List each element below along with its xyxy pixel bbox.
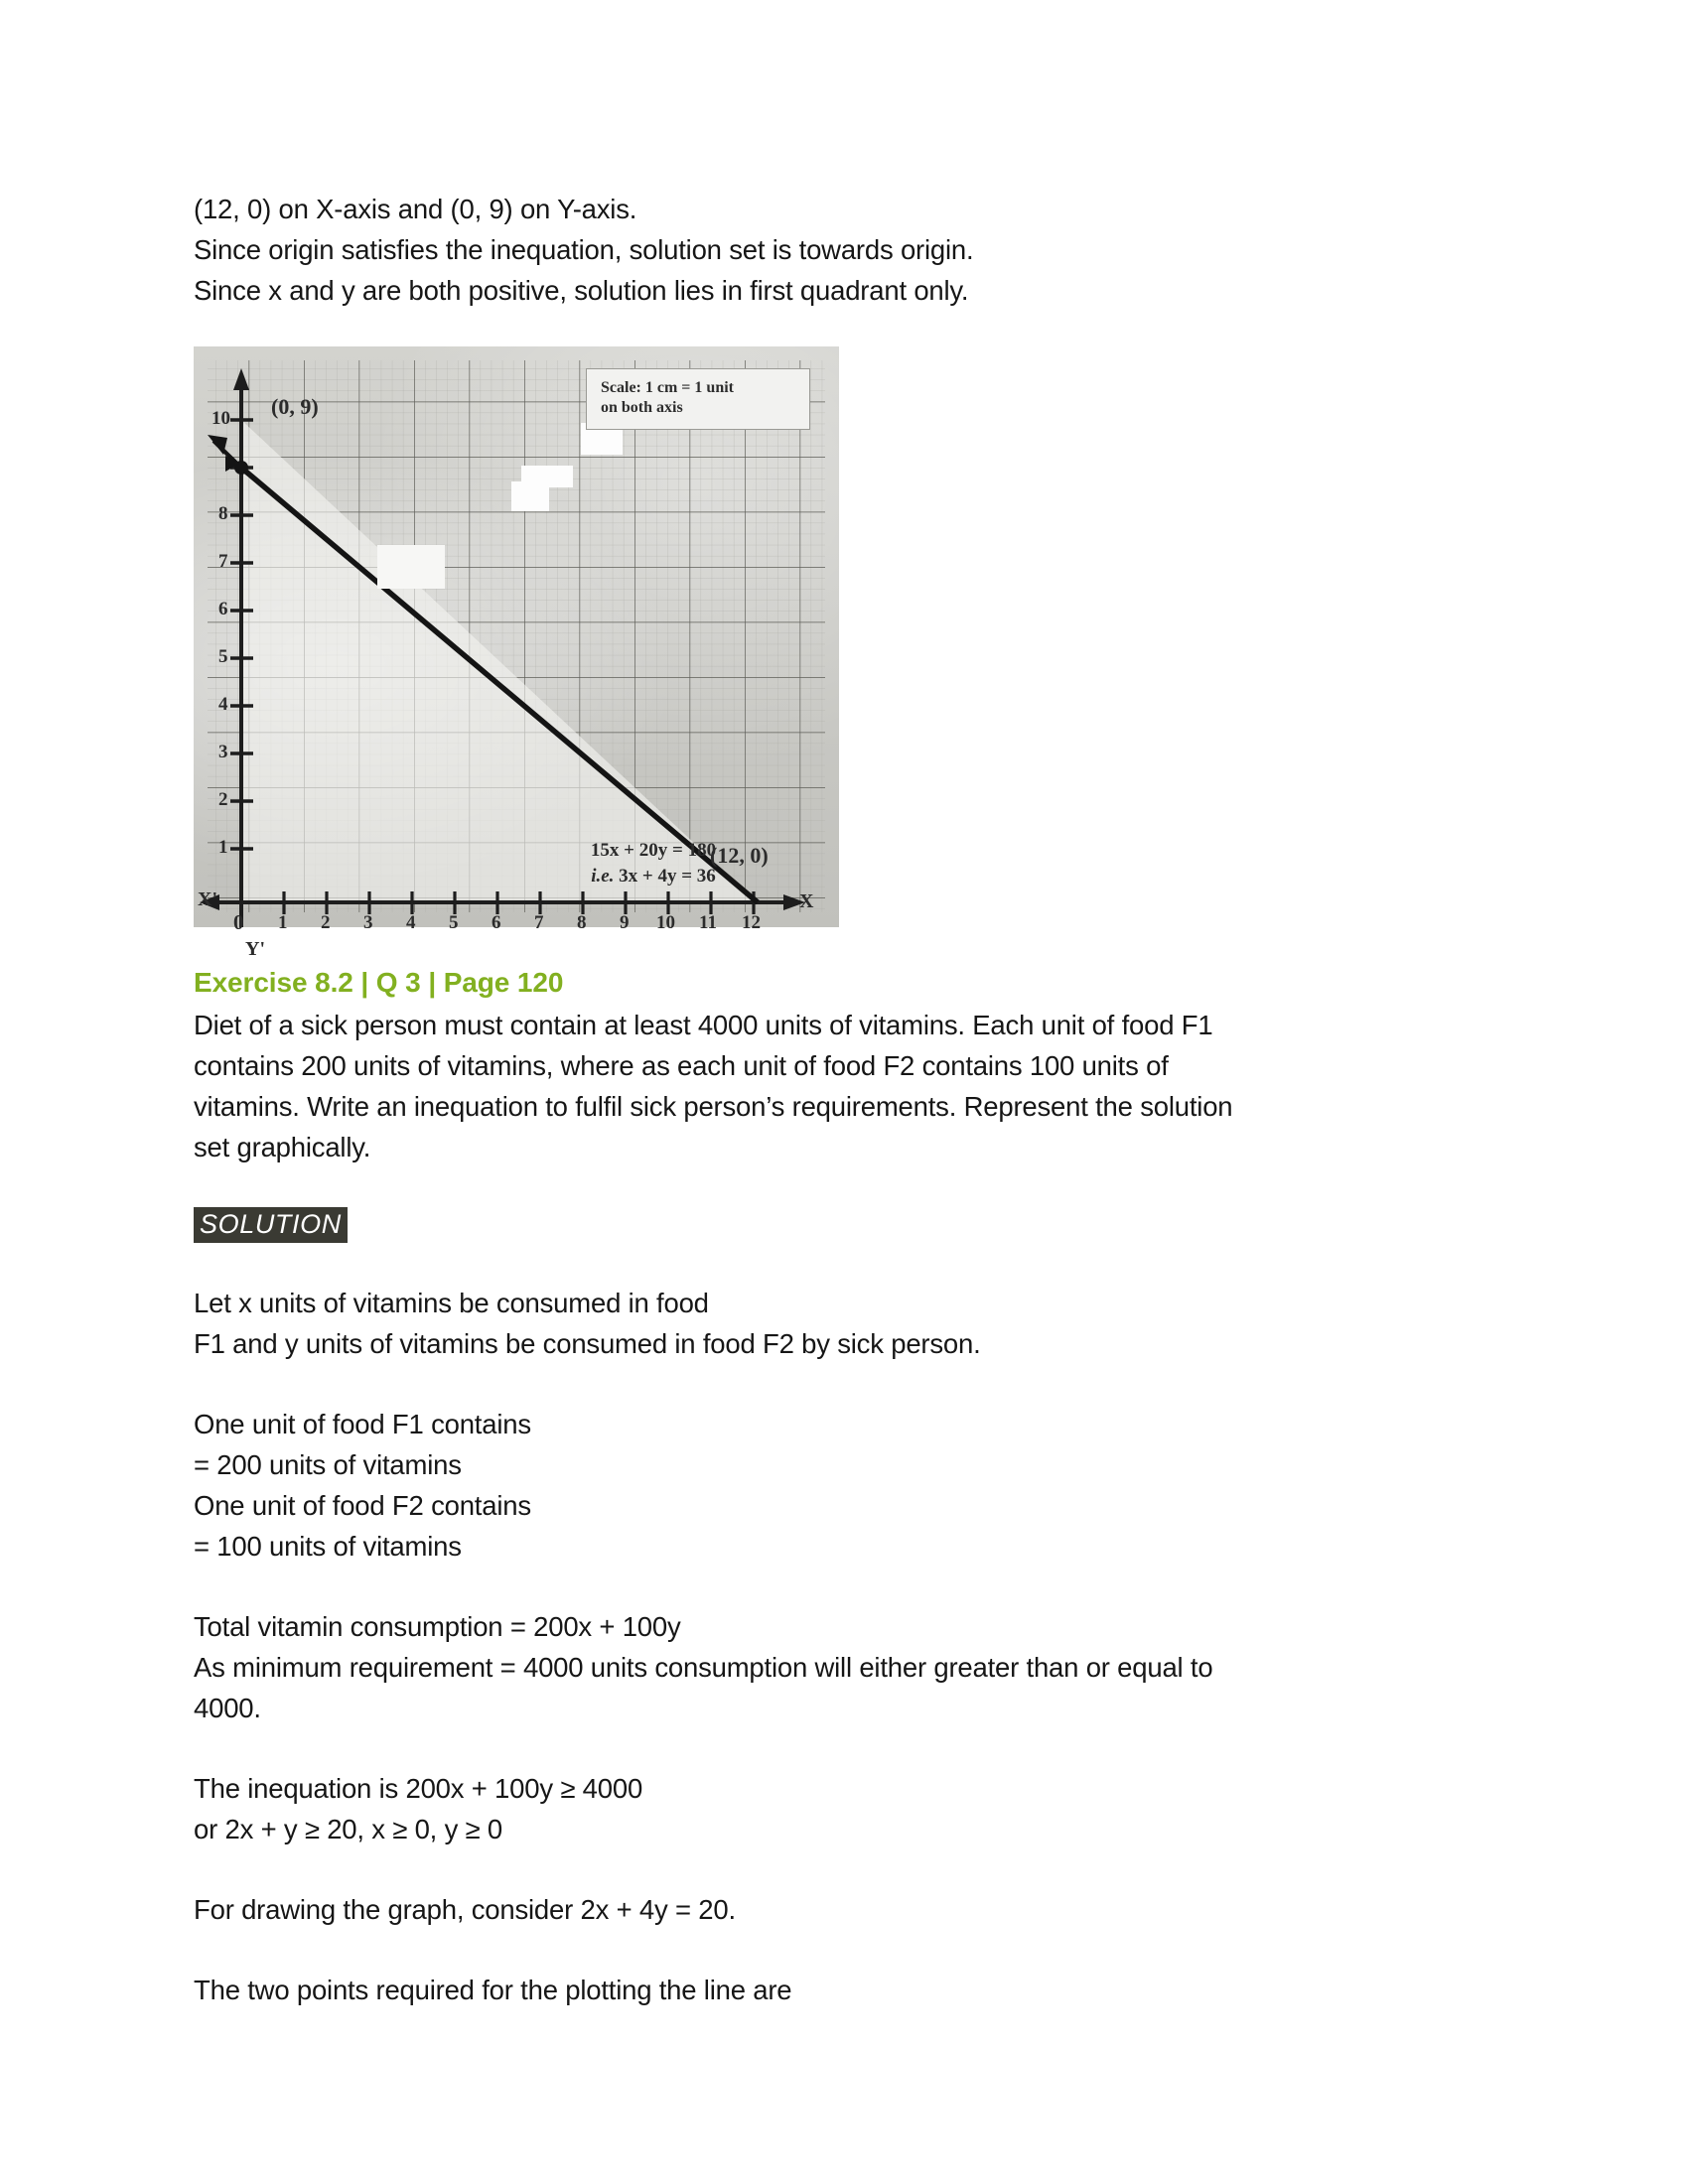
question-line-2: contains 200 units of vitamins, where as each unit of food F2 contains 100 units of [194,1050,1169,1081]
intro-line-3: Since x and y are both positive, solution lies in first quadrant only. [194,275,969,306]
y-tick-7: 7 [218,551,228,572]
solution-paragraph-1 [194,1283,1475,1364]
origin-label: 0 [233,910,244,934]
x-intercept-point-label: (12, 0) [710,843,769,868]
y-tick-4: 4 [218,694,228,715]
x-axis-positive-label: X [799,890,814,912]
y-tick-1: 1 [218,837,228,858]
solution-p3-line-1: Total vitamin consumption = 200x + 100y [194,1611,681,1642]
solution-paragraph-3 [194,1606,1475,1728]
solution-paragraph-2 [194,1404,1475,1567]
y-tick-6: 6 [218,599,228,619]
y-tick-3: 3 [218,742,228,762]
solution-p5-line-1: For drawing the graph, consider 2x + 4y = 20. [194,1894,736,1925]
solution-p4-line-2: or 2x + y ≥ 20, x ≥ 0, y ≥ 0 [194,1814,502,1844]
solution-p2-line-3: One unit of food F2 contains [194,1490,531,1521]
solution-badge-wrap [194,1207,1475,1243]
x-tick-5: 5 [449,912,459,933]
solution-p2-line-2: = 200 units of vitamins [194,1449,462,1480]
y-tick-10: 10 [211,408,230,429]
x-tick-2: 2 [321,912,331,933]
solution-badge: SOLUTION [194,1207,348,1243]
scale-note-box [586,368,810,430]
y-tick-8: 8 [218,503,228,524]
solution-p2-line-1: One unit of food F1 contains [194,1409,531,1439]
solution-p3-line-2: As minimum requirement = 4000 units consumption will either greater than or equal to [194,1652,1213,1683]
x-tick-9: 9 [620,912,630,933]
solution-paragraph-4 [194,1768,1475,1849]
question-paragraph [194,1005,1475,1167]
figure-equation-1: 15x + 20y = 180 [590,840,717,861]
y-axis-negative-label: Y' [245,938,265,960]
exercise-heading: Exercise 8.2 | Q 3 | Page 120 [194,967,564,998]
x-tick-11: 11 [699,912,717,933]
figure-equation-2-prefix: i.e. [591,866,615,887]
question-line-4: set graphically. [194,1132,371,1162]
intro-line-2: Since origin satisfies the inequation, solution set is towards origin. [194,234,974,265]
figure-equation-2: 3x + 4y = 36 [619,866,716,887]
solution-paragraph-5 [194,1889,1475,1930]
solution-p6-line-1: The two points required for the plotting the line are [194,1975,792,2005]
scale-note-line-1: Scale: 1 cm = 1 unit [601,379,734,396]
graph-figure [194,346,839,960]
y-intercept-point-label: (0, 9) [271,394,319,419]
intro-line-1: (12, 0) on X-axis and (0, 9) on Y-axis. [194,194,637,224]
x-tick-6: 6 [492,912,501,933]
x-tick-4: 4 [406,912,416,933]
page-content [194,189,1475,2010]
x-tick-12: 12 [742,912,761,933]
figure-equation-box [539,838,768,889]
figure-equation-2-row [539,864,768,889]
solution-p1-line-2: F1 and y units of vitamins be consumed in food F2 by sick person. [194,1328,981,1359]
question-line-1: Diet of a sick person must contain at least 4000 units of vitamins. Each unit of food F1 [194,1010,1213,1040]
x-tick-1: 1 [278,912,288,933]
intro-paragraph [194,189,1475,311]
solution-paragraph-6 [194,1970,1475,2010]
scale-note-line-2: on both axis [601,399,683,416]
x-tick-8: 8 [577,912,587,933]
question-line-3: vitamins. Write an inequation to fulfil sick person’s requirements. Represent the solution [194,1091,1233,1122]
x-tick-3: 3 [363,912,373,933]
solution-p1-line-1: Let x units of vitamins be consumed in food [194,1288,709,1318]
solution-p3-line-3: 4000. [194,1693,261,1723]
solution-p2-line-4: = 100 units of vitamins [194,1531,462,1562]
x-tick-10: 10 [656,912,675,933]
y-tick-5: 5 [218,646,228,667]
solution-p4-line-1: The inequation is 200x + 100y ≥ 4000 [194,1773,643,1804]
x-axis-negative-label: X' [198,888,217,910]
x-tick-7: 7 [534,912,544,933]
y-tick-2: 2 [218,789,228,810]
